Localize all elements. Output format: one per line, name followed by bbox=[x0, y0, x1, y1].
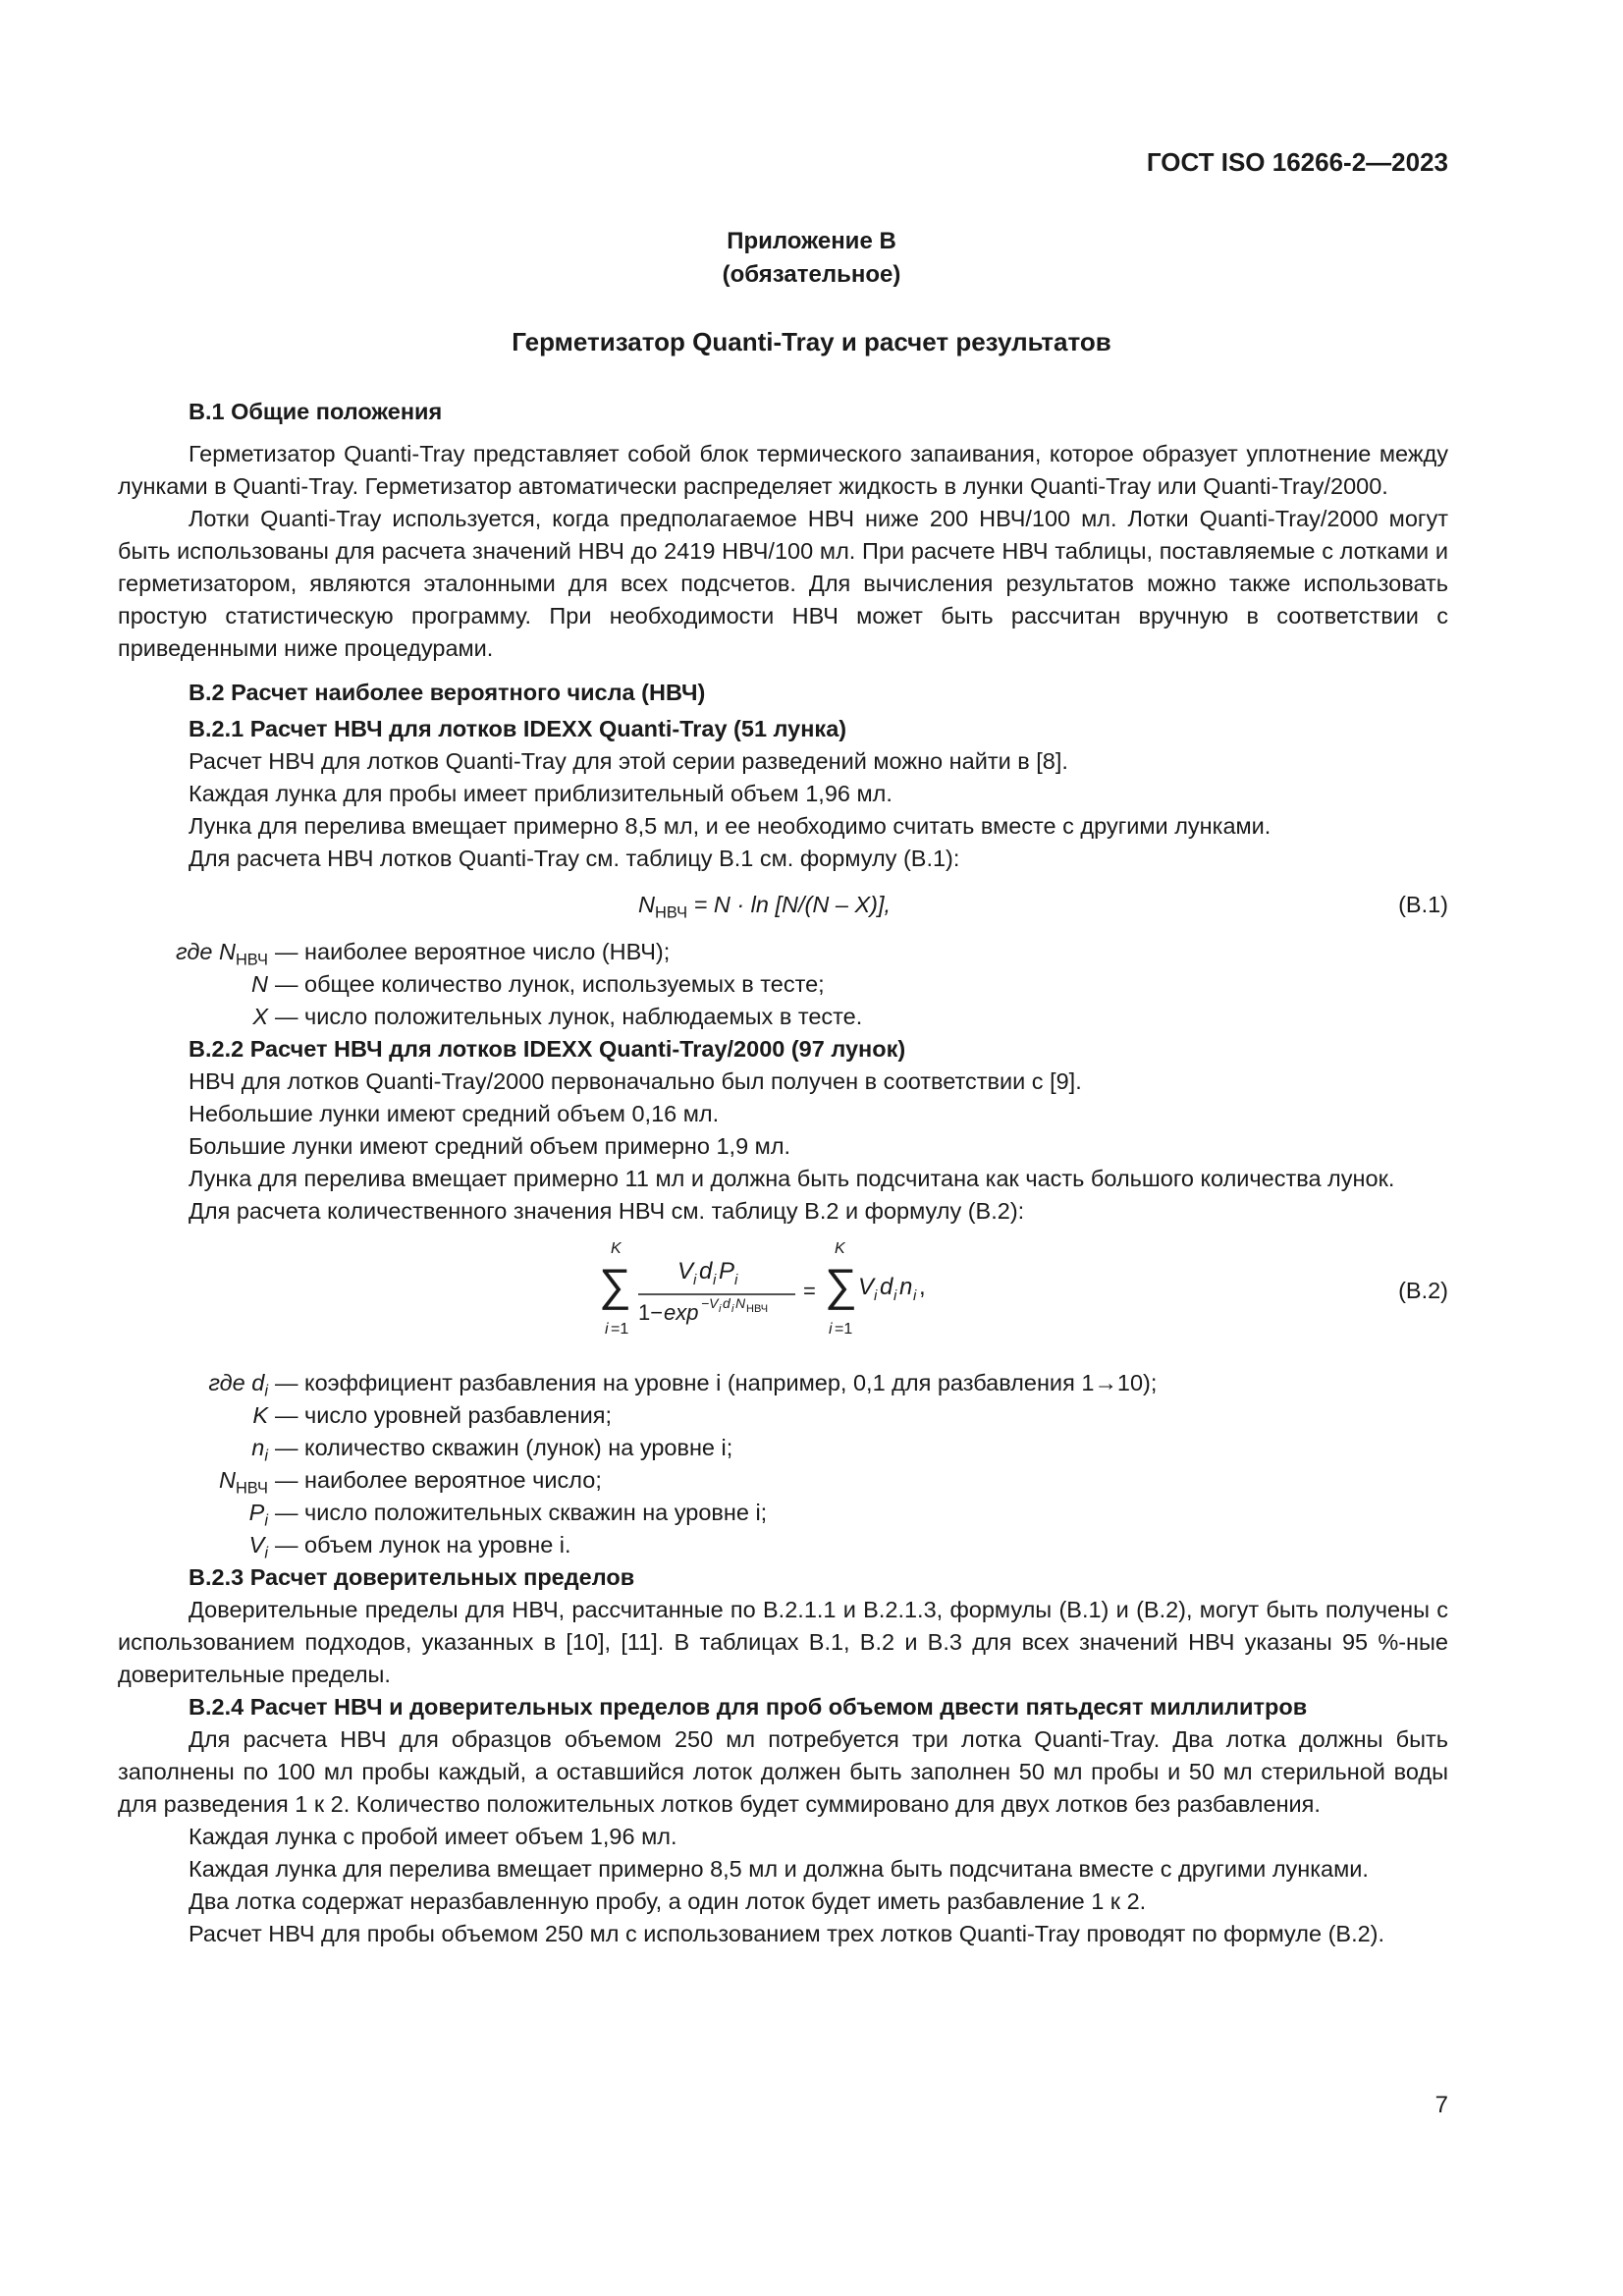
svg-text:=1: =1 bbox=[611, 1321, 629, 1338]
where-item: $n_i$ — количество скважин (лунок) на уровне i; bbox=[251, 1435, 733, 1465]
paragraph: Герметизатор Quanti-Tray представляет собой блок термического запаивания, которое образует уплотнение между лунками в Quanti-Tray. Герметизатор автоматически распределяет жидкость в лунки Quanti-Tray или Quanti-Tray/2000. bbox=[118, 441, 1448, 499]
svg-text:НВЧ: НВЧ bbox=[746, 1303, 769, 1315]
svg-text:=: = bbox=[803, 1279, 816, 1303]
paragraph: Каждая лунка для пробы имеет приблизительный объем 1,96 мл. bbox=[189, 781, 893, 806]
svg-text:d: d bbox=[699, 1258, 713, 1285]
paragraph: Для расчета НВЧ для образцов объемом 250 мл потребуется три лотка Quanti-Tray. Два лотка должны быть заполнены по 100 мл пробы каждый, а оставшийся лоток должен быть заполнен 50 мл пробы и 50 мл стерильной воды для разведения 1 к 2. Количество положительных лотков будет суммировано для двух лотков без разбавления. bbox=[118, 1726, 1448, 1817]
svg-text:P: P bbox=[719, 1258, 735, 1285]
paragraph: Доверительные пределы для НВЧ, рассчитанные по В.2.1.1 и В.2.1.3, формулы (В.1) и (В.2), могут быть получены с использованием подходов, указанных в [10], [11]. В таблицах В.1, В.2 и В.3 для всех значений НВЧ указаны 95 %-ные доверительные пределы. bbox=[118, 1597, 1448, 1687]
subsection-heading: В.2.3 Расчет доверительных пределов bbox=[189, 1564, 635, 1590]
svg-text:K: K bbox=[611, 1240, 622, 1257]
svg-text:−V: −V bbox=[701, 1295, 719, 1311]
paragraph: Каждая лунка для перелива вмещает примерно 8,5 мл и должна быть подсчитана вместе с другими лунками. bbox=[189, 1856, 1369, 1882]
paragraph: Лотки Quanti-Tray используется, когда предполагаемое НВЧ ниже 200 НВЧ/100 мл. Лотки Quanti-Tray/2000 могут быть использованы для расчета значений НВЧ до 2419 НВЧ/100 мл. При расчете НВЧ таблицы, поставляемые с лотками и герметизатором, являются эталонными для всех подсчетов. Для вычисления результатов можно также использовать простую статистическую программу. При необходимости НВЧ может быть рассчитан вручную в соответствии с приведенными ниже процедурами. bbox=[118, 506, 1448, 661]
svg-text:i: i bbox=[893, 1287, 897, 1304]
formula-symbol: N bbox=[638, 892, 655, 917]
where-item: K — число уровней разбавления; bbox=[252, 1402, 612, 1428]
svg-text:V: V bbox=[858, 1274, 875, 1300]
paragraph: Для расчета количественного значения НВЧ см. таблицу В.2 и формулу (В.2): bbox=[189, 1198, 1025, 1224]
svg-text:1−: 1− bbox=[638, 1300, 664, 1325]
where-item: $V_i$ — объем лунок на уровне i. bbox=[248, 1532, 571, 1562]
svg-text:d: d bbox=[723, 1295, 730, 1311]
svg-text:i: i bbox=[605, 1321, 609, 1338]
svg-text:i: i bbox=[829, 1321, 833, 1338]
standard-number: ГОСТ ISO 16266-2—2023 bbox=[1146, 147, 1448, 177]
paragraph: Лунка для перелива вмещает примерно 8,5 мл, и ее необходимо считать вместе с другими лунками. bbox=[189, 813, 1271, 839]
subsection-heading: В.2.1 Расчет НВЧ для лотков IDEXX Quanti-Tray (51 лунка) bbox=[189, 716, 847, 741]
where-item: где $N_{НВЧ}$ — наиболее вероятное число (НВЧ); bbox=[176, 939, 671, 969]
appendix-heading: Герметизатор Quanti-Tray и расчет результатов bbox=[512, 327, 1111, 356]
appendix-status: (обязательное) bbox=[722, 261, 901, 288]
formula-number: (В.2) bbox=[1398, 1278, 1448, 1303]
paragraph: Расчет НВЧ для лотков Quanti-Tray для этой серии разведений можно найти в [8]. bbox=[189, 748, 1068, 774]
paragraph: Расчет НВЧ для пробы объемом 250 мл с использованием трех лотков Quanti-Tray проводят по формуле (В.2). bbox=[189, 1921, 1385, 1946]
where-item: N — общее количество лунок, используемых в тесте; bbox=[251, 971, 825, 997]
formula-body: = N · ln [N/(N – X)], bbox=[687, 892, 892, 917]
svg-text:K: K bbox=[835, 1240, 845, 1257]
where-item: где $d_i$ — коэффициент разбавления на уровне i (например, 0,1 для разбавления 1→10); bbox=[208, 1370, 1158, 1400]
page-number: 7 bbox=[1434, 2092, 1448, 2118]
section-heading: В.2 Расчет наиболее вероятного числа (НВЧ) bbox=[189, 680, 706, 705]
subsection-heading: В.2.2 Расчет НВЧ для лотков IDEXX Quanti-Tray/2000 (97 лунок) bbox=[189, 1036, 906, 1062]
svg-text:,: , bbox=[919, 1274, 926, 1300]
paragraph: Небольшие лунки имеют средний объем 0,16 мл. bbox=[189, 1101, 720, 1126]
paragraph: Каждая лунка с пробой имеет объем 1,96 мл. bbox=[189, 1824, 677, 1849]
paragraph: Лунка для перелива вмещает примерно 11 мл и должна быть подсчитана как часть большого количества лунок. bbox=[189, 1166, 1395, 1191]
where-item: X — число положительных лунок, наблюдаемых в тесте. bbox=[252, 1004, 863, 1029]
svg-text:=1: =1 bbox=[835, 1321, 853, 1338]
svg-text:i: i bbox=[731, 1303, 734, 1315]
paragraph: Большие лунки имеют средний объем примерно 1,9 мл. bbox=[189, 1133, 791, 1159]
svg-text:N: N bbox=[735, 1295, 746, 1311]
subsection-heading: В.2.4 Расчет НВЧ и доверительных пределов для проб объемом двести пятьдесят миллилитров bbox=[189, 1694, 1308, 1720]
paragraph: Два лотка содержат неразбавленную пробу, а один лоток будет иметь разбавление 1 к 2. bbox=[189, 1888, 1147, 1914]
where-list bbox=[118, 936, 1448, 1033]
svg-text:i: i bbox=[874, 1287, 878, 1304]
svg-text:i: i bbox=[913, 1287, 917, 1304]
svg-text:exp: exp bbox=[664, 1300, 699, 1325]
where-list bbox=[118, 1367, 1448, 1561]
svg-text:∑: ∑ bbox=[599, 1259, 631, 1310]
where-item: $P_i$ — число положительных скважин на уровне i; bbox=[248, 1500, 768, 1530]
svg-text:i: i bbox=[713, 1272, 717, 1288]
svg-text:n: n bbox=[899, 1274, 913, 1300]
formula-b2 bbox=[118, 1235, 1448, 1351]
document-body bbox=[118, 396, 1448, 1950]
formula-subscript: НВЧ bbox=[654, 903, 688, 922]
svg-text:V: V bbox=[677, 1258, 694, 1285]
paragraph: Для расчета НВЧ лотков Quanti-Tray см. таблицу В.1 см. формулу (В.1): bbox=[189, 846, 960, 871]
svg-text:i: i bbox=[734, 1272, 738, 1288]
where-item: $N_{НВЧ}$ — наиболее вероятное число; bbox=[218, 1467, 602, 1498]
formula-b2-graphic bbox=[599, 1235, 1070, 1351]
svg-text:i: i bbox=[693, 1272, 697, 1288]
appendix-title: Приложение В bbox=[727, 228, 896, 254]
formula-number: (В.1) bbox=[1398, 892, 1448, 917]
svg-text:i: i bbox=[719, 1303, 722, 1315]
svg-text:d: d bbox=[880, 1274, 893, 1300]
section-heading: В.1 Общие положения bbox=[189, 399, 443, 424]
paragraph: НВЧ для лотков Quanti-Tray/2000 первоначально был получен в соответствии с [9]. bbox=[189, 1068, 1082, 1094]
svg-text:∑: ∑ bbox=[825, 1259, 857, 1310]
formula-b1 bbox=[118, 889, 1448, 930]
